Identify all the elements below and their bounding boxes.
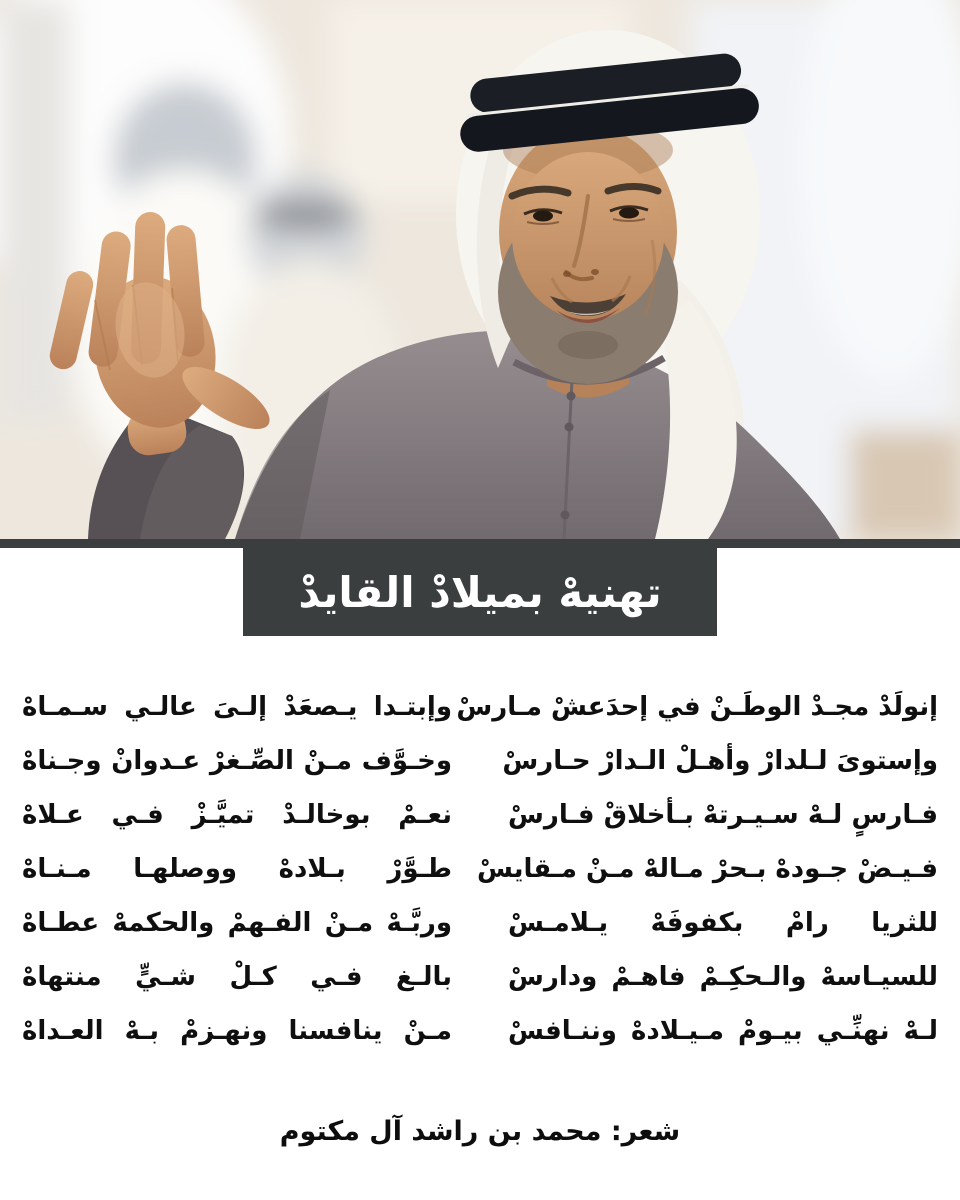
poem-line: وإبتـدا يـصعَدْ إلـىَ عالـي سـمـاهْ [22,692,452,722]
poem [0,636,960,1058]
poem-line: فـارسٍ لـهْ سـيـرتهْ بـأخلاقْ فـارسْ [508,800,938,830]
poem-line: نعـمْ بوخالـدْ تميَّـزْ فـي عـلاهْ [22,800,452,830]
floor [850,430,960,539]
poem-line: وخـوَّف مـنْ الصِّـغرْ عـدوانْ وجـناهْ [22,746,452,776]
poem-line: بالـغ فـي كـلْ شـيٍّ منتهاهْ [22,962,452,992]
poem-right-column [456,680,938,1058]
poem-line: مـنْ ينافسنا ونهـزمْ بـهْ العـداهْ [22,1016,452,1046]
leader-photo-illustration [0,0,960,539]
poem-line: فـيـضْ جـودهْ بـحرْ مـالهْ مـنْ مـقايسْ [477,854,938,884]
poem-line: وربَّـهْ مـنْ الفـهمْ والحكمهْ عطـاهْ [22,908,452,938]
poem-left-column [22,680,452,1058]
title-banner [243,548,717,636]
poem-line: لـهْ نهنِّـي بيـومْ مـيـلادهْ وننـافسْ [508,1016,938,1046]
leader-photo [0,0,960,539]
poem-line: وإستوىَ لـلدارْ وأهـلْ الـدارْ حـارسْ [502,746,938,776]
button [561,511,570,520]
poem-line: للثريا رامْ بكفوفَهْ يـلامـسْ [508,908,938,938]
poem-line: إنولَدْ مجـدْ الوطَـنْ في إحدَعشْ مـارسْ [456,692,938,722]
divider-strip [0,539,960,548]
poem-line: طـوَّرْ بـلادهْ ووصلهـا مـنـاهْ [22,854,452,884]
button [565,423,574,432]
page-title: تهنيهْ بميلادْ القايدْ [298,567,662,617]
poem-line: للسيـاسهْ والـحكِـمْ فاهـمْ ودارسْ [508,962,938,992]
attribution: شعر: محمد بن راشد آل مكتوم [279,1116,681,1147]
button [567,392,576,401]
